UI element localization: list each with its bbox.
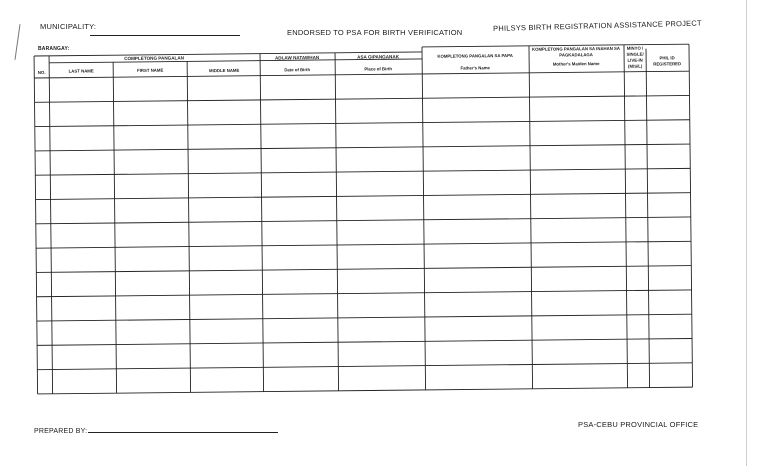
col-first-name: FIRST NAME	[137, 67, 164, 73]
group-status-line2: SINGLE/	[626, 51, 644, 57]
group-status-line3: LIVE-IN	[627, 57, 643, 63]
table-row-rule	[35, 168, 690, 175]
group-status-line4: (M/S/L)	[628, 63, 643, 69]
col-divider-1	[49, 56, 53, 394]
col-divider-4	[260, 54, 264, 392]
col-divider-5	[335, 53, 339, 391]
table-row-rule	[37, 314, 692, 321]
group-father: KOMPLETONG PANGALAN SA PAPA	[437, 52, 513, 59]
table-border-bottom	[38, 387, 693, 394]
group-full-name: COMPLETONG PANGALAN	[124, 55, 185, 62]
group-mother-line2: PAGKADALAGA	[559, 52, 593, 58]
table-border-left	[34, 56, 38, 394]
table-row-rule	[37, 339, 692, 346]
col-divider-2	[113, 62, 116, 393]
col-divider-3	[187, 61, 190, 392]
col-last-name: LAST NAME	[68, 68, 94, 74]
group-status-line1: MINYO /	[626, 45, 644, 51]
col-middle-name: MIDDLE NAME	[209, 67, 240, 74]
group-mother-line1: KOMPLETONG PANGALAN SA INAHAN SA	[531, 45, 621, 52]
group-birth-date: ADLAW NATAWHAN	[274, 55, 320, 61]
prepared-by-label: PREPARED BY:	[34, 428, 88, 435]
header-bottom-rule	[34, 71, 689, 78]
table-row-rule	[36, 241, 691, 248]
col-philid-line1: PHIL ID	[659, 55, 675, 61]
municipality-label: MUNICIPALITY:	[40, 22, 97, 31]
table-row-rule	[35, 144, 690, 151]
col-place-of-birth: Place of Birth	[364, 66, 393, 72]
table-row-rule	[35, 95, 690, 102]
col-date-of-birth: Date of Birth	[284, 67, 311, 73]
col-father-name: Father's Name	[460, 65, 490, 71]
col-no: NO.	[37, 69, 46, 75]
page-boundary	[746, 0, 747, 466]
table-body-rows	[35, 95, 693, 369]
endorsed-label: ENDORSED TO PSA FOR BIRTH VERIFICATION	[287, 28, 463, 37]
paper-edge-mark	[14, 24, 20, 60]
table-row-rule	[36, 193, 691, 200]
table-row-rule	[36, 266, 691, 273]
col-philid-line2: REGISTERED	[653, 61, 682, 67]
col-divider-9	[646, 49, 650, 388]
registration-table	[34, 44, 693, 396]
prepared-by-blank-line	[88, 432, 278, 433]
municipality-blank-line	[90, 35, 240, 36]
table-row-rule	[37, 290, 692, 297]
barangay-label: BARANGAY:	[38, 46, 70, 52]
project-title: PHILSYS BIRTH REGISTRATION ASSISTANCE PROJECT	[493, 18, 702, 33]
table-row-rule	[35, 120, 690, 127]
col-mother-maiden-name: Mother's Maiden Name	[552, 61, 600, 67]
table-row-rule	[36, 217, 691, 224]
office-label: PSA-CEBU PROVINCIAL OFFICE	[578, 420, 699, 429]
group-birth-place: ASA GIPANGANAK	[357, 54, 400, 60]
table-row-rule	[37, 363, 692, 370]
